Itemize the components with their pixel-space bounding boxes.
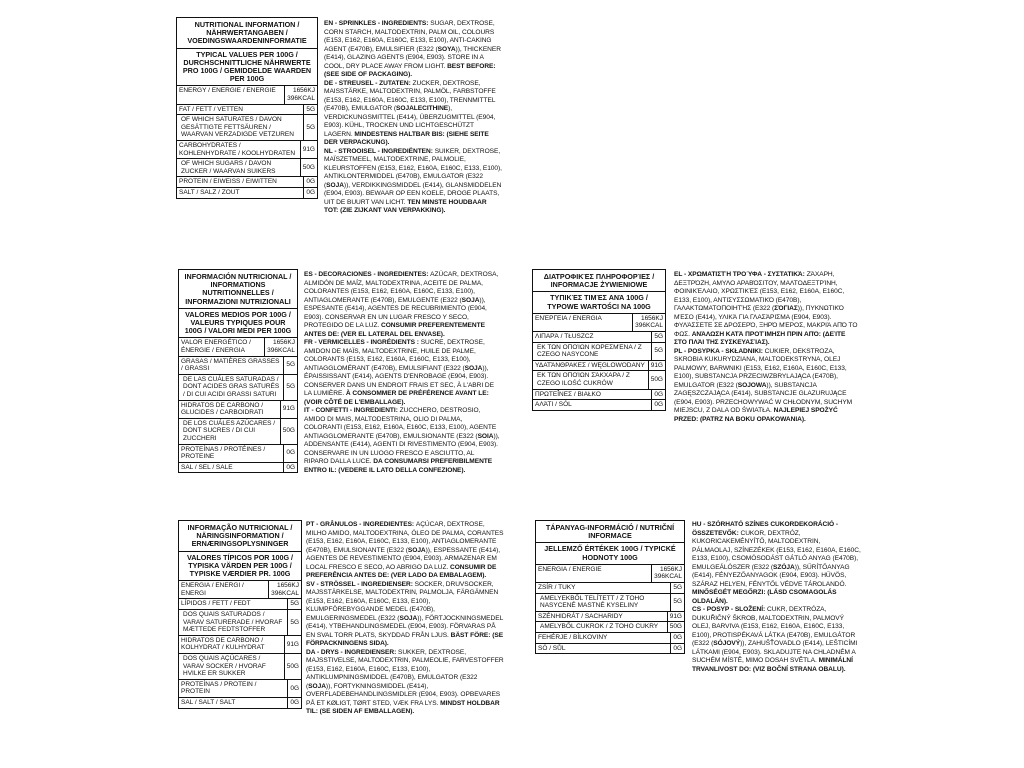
text-segment: CUKOR, DEXTRÓZ, KUKORICAKEMÉNYÍTŐ, MALTODEXTRIN, PÁLMAOLAJ, SZÍNEZÉKEK (E153, E162, E160A, E160C, E133, E100), CSOMÓSODÁST GÁTLÓ ANYAG (E470B), EMULGEÁLÓSZER (E322 ( [692, 529, 861, 571]
table-header: TÁPANYAG-INFORMÁCIÓ / NUTRIČNÍ INFORMACE [536, 521, 684, 543]
ingredient-paragraph [306, 649, 504, 717]
value-primary: 91G [302, 145, 315, 153]
bold-segment: NAJLEPIEJ SPOŻYĆ PRZED: (PATRZ NA BOKU OPAKOWANIA). [674, 407, 838, 423]
text-segment: ΖΆΧΑΡΗ, ΔΕΞΤΡΌΖΗ, ΑΜΥΛΟ ΑΡΑΒΌΣΙΤΟΥ, ΜΑΛΤΟΔΕΞΤΡΊΝΗ, ΦΟΙΝΙΚΈΛΑΙΟ, ΧΡΩΣΤΙΚΈΣ (E153, E162, E160A, E160C, E133, E100), ΑΝΤΙΣΥΣΣΩΜΑΤΙΚΌ (E470B), ΓΑΛΑΚΤΩΜΑΤΟΠΟΙΗΤΉΣ (E322 ( [674, 271, 845, 312]
row-value [284, 86, 317, 103]
row-value [283, 357, 297, 374]
row-label: OF WHICH SATURATES / DAVON GESÄTTIGTE FETTSÄUREN / WAARVAN VERZADIGDE VETZUREN [181, 116, 294, 139]
row-value [670, 594, 684, 611]
ingredient-paragraph [674, 271, 858, 348]
row-value [670, 583, 684, 593]
table-row [536, 583, 684, 594]
nutrition-table [176, 17, 318, 199]
table-row [179, 445, 297, 463]
bold-segment: IT - CONFETTI - INGREDIENTI: [304, 407, 400, 414]
row-label: OF WHICH SUGARS / DAVON ZUCKER / WAARVAN SUIKERS [181, 160, 276, 175]
ingredients-text [324, 20, 502, 216]
text-segment: )), ZAHUŠŤOVADLO (E414), LEŠTICÍMI LÁTKAMI (E904, E903). SKLADUJTE NA CHLADNÉM A SUCHÉM MÍSTĚ, MIMO DOSAH SVĚTLA. [692, 640, 858, 664]
row-value [670, 644, 684, 654]
row-label: ΛΙΠΑΡΆ / TŁUSZCZ [535, 333, 594, 340]
ingredient-paragraph [324, 148, 502, 216]
table-row [179, 401, 297, 419]
text-segment: AZÚCAR, DEXTROSA, ALMIDÓN DE MAÍZ, MALTODEXTRINA, ACEITE DE PALMA, COLORANTES (E153, E162, E160A, E160C, E133, E100), ANTIAGLOMERANTE (E470B), EMULGENTE (E322 ( [304, 271, 499, 304]
row-label: LÍPIDOS / FETT / FEDT [181, 600, 251, 608]
value-primary: 5G [673, 584, 682, 591]
text-segment: )), SUBSTANCJA ZAGĘSZCZAJĄCA (E414), SUBSTANCJE GLAZURUJĄCE (E904, E903). PRZECHOWYWAĆ W CHŁODNYM, SUCHYM MIEJSCU, Z DALA OD ŚWIATŁA. [674, 381, 853, 414]
table-row [179, 375, 297, 401]
bold-segment: SOJALECITHINE [396, 105, 449, 112]
text-segment: ZUCKER, DEXTROSE, MAISSTÄRKE, MALTODEXTRIN, PALMÖL, FARBSTOFFE (E153, E162, E160A, E160C, E133, E100), TRENNMITTEL (E470B), EMULGATOR ( [324, 79, 496, 112]
row-value [303, 115, 317, 140]
row-value [303, 177, 317, 187]
bold-segment: SÓJOVÝ [713, 640, 741, 647]
ingredient-paragraph [674, 348, 858, 425]
value-primary: 5G [654, 347, 663, 355]
bold-segment: FR - VERMICELLES - INGRÉDIENTS : [304, 339, 421, 346]
value-primary: 91G [669, 612, 682, 620]
table-row [177, 86, 317, 104]
table-row [177, 115, 317, 141]
table-row [179, 419, 297, 445]
value-secondary: 396KCAL [654, 573, 682, 581]
row-label: AMELYEKBŐL TELÍTETT / Z TOHO NASYCENÉ MASTNÉ KYSELINY [540, 594, 645, 610]
text-segment: )), ÉPAISSISSANT (E414), AGENTS D'ENROBAGE (E904, E903). CONSERVER DANS UN ENDROIT FRAIS ET SEC, À L'ABRI DE LA LUMIÈRE. [304, 364, 494, 397]
value-primary: 5G [286, 361, 295, 369]
row-label: DOS QUAIS AÇÚCARES / VARAV SOCKER / HVORAF HVILKE ER SUKKER [183, 654, 266, 678]
ingredient-paragraph [306, 521, 504, 581]
bold-segment: NL - STROOISEL - INGREDIËNTEN: [324, 147, 435, 155]
text-segment: )), ESPESSANTE (E414), AGENTES DE REVESTIMENTO (E904, E903). ARMAZENAR EM LOCAL FRESCO E SECO, AO ABRIGO DA LUZ. [306, 546, 501, 571]
bold-segment: SOJA [308, 682, 326, 690]
value-primary: 5G [290, 618, 299, 626]
value-primary: 91G [282, 405, 295, 413]
value-primary: 5G [286, 383, 295, 391]
table-header: INFORMAÇÃO NUTRICIONAL / NÄRINGSINFORMATION / ERNÆRINGSOPLYSNINGER [179, 521, 301, 552]
bold-segment: SOJOWA [737, 381, 767, 389]
row-value [284, 654, 301, 679]
row-value [283, 375, 297, 400]
table-header: NUTRITIONAL INFORMATION / NÄHRWERTANGABEN / VOEDINGSWAARDENINFORMATIE [177, 18, 317, 49]
value-primary: 0G [673, 644, 682, 652]
bold-segment: MINŐSÉGÉT MEGŐRZI: (LÁSD CSOMAGOLÁS OLDALÁN). [692, 589, 837, 605]
ingredients-text [304, 271, 500, 475]
bold-segment: CS - POSYP - SLOŽENÍ: [692, 606, 767, 613]
table-row [536, 612, 684, 623]
table-row [179, 654, 301, 680]
row-value [300, 141, 317, 158]
row-label: HIDRATOS DE CARBONO / GLUCIDES / CARBOIDRATI [181, 401, 264, 417]
table-row [536, 594, 684, 612]
row-label: FAT / FETT / VETTEN [179, 105, 243, 113]
nutrition-table [535, 520, 685, 654]
table-row [179, 581, 301, 599]
row-label: ΥΔΑΤΆΝΘΡΑΚΕΣ / WĘGLOWODANY [535, 361, 645, 369]
table-header: INFORMACIÓN NUTRICIONAL / INFORMATIONS NUTRITIONNELLES / INFORMAZIONI NUTRIZIONALI [179, 270, 297, 309]
bold-segment: PT - GRÂNULOS - INGREDIENTES: [306, 521, 416, 528]
row-value [283, 445, 297, 462]
table-row [179, 610, 301, 636]
row-label: ENERGY / ENERGIE / ENERGIE [179, 87, 276, 95]
value-primary: 1656KJ [640, 314, 663, 322]
bold-segment: ΑΝΆΛΩΣΗ ΚΑΤΆ ΠΡΟΤΊΜΗΣΗ ΠΡΙΝ ΑΠΌ: (ΔΕΊΤΕ ΣΤΟ ΠΛΆΙ ΤΗΣ ΣΥΣΚΕΥΑΣΊΑΣ). [674, 330, 846, 346]
nutrition-table [178, 520, 302, 709]
ingredient-paragraph [692, 606, 862, 674]
text-segment: )), SŰRÍTŐANYAG (E414), FÉNYEZŐANYAGOK (E904, E903). HŰVÖS, SZÁRAZ HELYEN, FÉNYTŐL VÉDVE TÁROLANDÓ. [692, 563, 850, 588]
value-secondary: 396KCAL [287, 95, 315, 103]
row-value [632, 314, 665, 331]
table-subheader: VALORES TÍPICOS POR 100G / TYPISKA VÄRDEN PER 100G / TYPISKE VÆRDIER PR. 100G [179, 552, 301, 582]
text-segment: )), ΠΥΚΝΩΤΙΚΌ ΜΈΣΟ (E414), ΥΛΙΚΆ ΓΙΑ ΓΛΑΣΆΡΙΣΜΑ (E904, E903). ΦΥΛΆΣΣΕΤΕ ΣΕ ΔΡΟΣΕΡΌ, ΞΗΡΌ ΜΈΡΟΣ, ΜΑΚΡΙΆ ΑΠΌ ΤΟ ΦΩΣ. [674, 305, 858, 338]
row-value [287, 698, 301, 708]
row-label: GRASAS / MATIÈRES GRASSES / GRASSI [181, 357, 280, 373]
table-row [177, 177, 317, 188]
bold-segment: PL - POSYPKA - SKŁADNIKI: [674, 347, 765, 355]
table-row [179, 698, 301, 708]
value-primary: 0G [290, 698, 299, 706]
row-value [287, 599, 301, 609]
value-primary: 91G [650, 361, 663, 369]
bold-segment: À CONSOMMER DE PRÉFÉRENCE AVANT LE: (VOIR CÔTÉ DE L'EMBALLAGE). [304, 390, 489, 406]
table-row [177, 141, 317, 159]
text-segment: )), ESPESANTE (E414), AGENTES DE RECUBRIMIENTO (E904, E903). CONSERVAR EN UN LUGAR FRESCO Y SECO, PROTEGIDO DE LA LUZ. [304, 296, 487, 329]
row-label: SAL / SEL / SALE [181, 463, 233, 471]
value-primary: 5G [306, 123, 315, 131]
value-primary: 0G [306, 178, 315, 186]
value-primary: 0G [286, 463, 295, 471]
ingredient-paragraph [304, 339, 500, 407]
value-primary: 50G [302, 163, 315, 171]
row-label: PROTEIN / EIWEISS / EIWITTEN [179, 178, 277, 186]
row-value [287, 610, 301, 635]
value-primary: 91G [286, 640, 299, 648]
row-value [287, 680, 301, 697]
table-row [179, 599, 301, 610]
row-value [284, 636, 301, 653]
ingredient-paragraph [304, 271, 500, 339]
table-row [536, 644, 684, 654]
table-subheader: VALORES MEDIOS POR 100G / VALEURS TYPIQUES POUR 100G / VALORI MEDI PER 100G [179, 309, 297, 339]
bold-segment: ES - DECORACIONES - INGREDIENTES: [304, 271, 431, 278]
nutrition-table [532, 269, 666, 411]
row-label: ENERGIA / ENERGIE [538, 565, 602, 573]
table-row [179, 636, 301, 654]
row-label: ENERGIA / ENERGI / ENERGI [181, 582, 244, 597]
text-segment: )), FORTYKNINGSMIDDEL (E414), OVERFLADEBEHANDLINGSMIDLER (E904, E903). OPBEVARES PÅ ET KØLIGT, TØRT STED, VÆK FRA LYS. [306, 682, 501, 707]
row-value [280, 401, 297, 418]
text-segment: SOCKER, DRUVSOCKER, MAJSSTÄRKELSE, MALTODEXTRIN, PALMOLJA, FÄRGÄMNEN (E153, E162, E160A, E160C, E133, E100), KLUMPFÖREBYGGANDE MEDEL (E470B), EMULGERINGSMEDEL (E322 ( [306, 580, 499, 622]
bold-segment: SOJA [464, 364, 483, 372]
bold-segment: SOYA [437, 45, 456, 53]
table-row [536, 565, 684, 583]
row-value [303, 105, 317, 115]
value-primary: 5G [306, 105, 315, 113]
row-value [670, 633, 684, 643]
row-value [651, 400, 665, 410]
value-primary: 0G [286, 449, 295, 457]
bold-segment: HU - SZÓRHATÓ SZÍNES CUKORDEKORÁCIÓ - ÖSSZETEVŐK: [692, 521, 839, 537]
text-segment: CUKIER, DEKSTROZA, SKROBIA KUKURYDZIANA, MALTODEKSTRYNA, OLEJ PALMOWY, BARWNIKI (E153, E162, E160A, E160C, E133, E100), SUBSTANCJA PRZECIWZBRYLAJĄCA (E470B), EMULGATOR (E322 ( [674, 347, 847, 389]
value-primary: 0G [306, 188, 315, 196]
text-segment: SUIKER, DEXTROSE, MAÏSZETMEEL, MALTODEXTRINE, PALMOLIE, KLEURSTOFFEN (E153, E162, E160A, E160C, E133, E100), ANTIKLONTERMIDDEL (E470B), EMULGATOR (E322 ( [324, 147, 502, 189]
table-subheader: JELLEMZŐ ÉRTÉKEK 100G / TYPICKÉ HODNOTY 100G [536, 543, 684, 564]
table-row [179, 338, 297, 356]
table-row [533, 371, 665, 389]
text-segment: )), ADDENSANTE (E414), AGENTI DI RIVESTIMENTO (E904, E903). CONSERVARE IN UN LUOGO FRESCO E ASCIUTTO, AL RIPARO DALLA LUCE. [304, 432, 500, 465]
row-value [264, 338, 297, 355]
bold-segment: BEST BEFORE: (SEE SIDE OF PACKAGING). [324, 62, 496, 78]
bold-segment: SOJA [399, 614, 418, 622]
table-row [177, 159, 317, 177]
value-secondary: 396KCAL [635, 322, 663, 330]
row-value [667, 622, 684, 632]
row-value [283, 463, 297, 473]
row-label: DE LOS CUÁLES AZÚCARES / DONT SUCRES / DI CUI ZUCCHERI [183, 419, 276, 442]
text-segment: )), THICKENER (E414), GLAZING AGENTS (E904, E903). STORE IN A COOL, DRY PLACE AWAY FROM LIGHT. [324, 45, 501, 70]
text-segment: SUCRE, DEXTROSE, AMIDON DE MAÏS, MALTODEXTRINE, HUILE DE PALME, COLORANTS (E153, E162, E160A, E160C, E133, E100), ANTIAGGLOMÉRANT (E470B), EMULSIFIANT (E322 ( [304, 339, 485, 372]
bold-segment: EN - SPRINKLES - INGREDIENTS: [324, 20, 431, 27]
text-segment: AÇÚCAR, DEXTROSE, MILHO AMIDO, MALTODEXTRINA, ÓLEO DE PALMA, CORANTES (E153, E162, E160A, E160C, E133, E100), ANTIAGLOMERANTE (E470B), EMULSIONANTE (E322 ( [306, 521, 504, 554]
bold-segment: TEN MINSTE HOUDBAAR TOT: (ZIE ZIJKANT VAN VERPAKKING). [324, 198, 487, 214]
row-label: SALT / SALZ / ZOUT [179, 188, 240, 196]
row-value [268, 581, 301, 598]
bold-segment: SOJA [326, 181, 344, 189]
text-segment: ZUCCHERO, DESTROSIO, AMIDO DI MAIS, MALTODESTRINA, OLIO DI PALMA, COLORANTI (E153, E162, E160A, E160C, E133, E100), AGENTE ANTIAGGLOMERANTE (E470B), EMULSIONANTE (E322 ( [304, 407, 497, 440]
row-label: HIDRATOS DE CARBONO / KOLHYDRAT / KULHYDRAT [181, 636, 265, 652]
row-label: SZÉNHIDRÁT / SACHARIDY [538, 612, 623, 620]
bold-segment: SZÓJA [773, 563, 795, 571]
row-label: SÓ / SŮL [538, 644, 566, 652]
bold-segment: SV - STRÖSSEL - INGREDIENSER: [306, 580, 415, 588]
row-label: ZSÍR / TUKY [538, 584, 576, 591]
bold-segment: EL - ΧΡΩΜΑΤΙΣΤΉ ΤΡΟΎΦΑ - ΣΥΣΤΑΤΙΚΆ: [674, 271, 807, 278]
row-label: ΕΝΈΡΓΕΙΑ / ENERGIA [535, 314, 602, 322]
row-value [651, 565, 684, 582]
value-primary: 5G [673, 598, 682, 606]
ingredients-text [306, 521, 504, 717]
bold-segment: DA - DRYS - INGREDIENSER: [306, 648, 398, 656]
bold-segment: DE - STREUSEL - ZUTATEN: [324, 79, 413, 87]
table-row [533, 314, 665, 332]
value-primary: 0G [290, 684, 299, 692]
row-label: ΕΚ ΤΩΝ ΟΠΟΊΩΝ ΣΆΚΧΑΡΑ / Z CZEGO ILOŚĆ CUKRÓW [537, 372, 630, 387]
row-value [651, 332, 665, 342]
value-primary: 1656KJ [292, 87, 315, 95]
row-value [667, 612, 684, 622]
row-label: SAL / SALT / SALT [181, 698, 236, 706]
bold-segment: BÄST FÖRE: (SE FÖRPACKNINGENS SIDA). [306, 631, 504, 647]
value-primary: 5G [654, 333, 663, 340]
bold-segment: MINDST HOLDBAR TIL: (SE SIDEN AF EMBALLAGEN). [306, 699, 500, 715]
bold-segment: SOJA [407, 546, 426, 554]
text-segment: ), VERDICKUNGSMITTEL (E414), ÜBERZUGMITTEL (E904, E903). KÜHL, TROCKEN UND LICHTGESCHÜTZT LAGERN. [324, 105, 496, 138]
value-primary: 1656KJ [276, 582, 299, 590]
bold-segment: CONSUMIR DE PREFERÊNCIA ANTES DE: (VER LADO DA EMBALAGEM). [306, 563, 497, 579]
text-segment: SUGAR, DEXTROSE, CORN STARCH, MALTODEXTRIN, PALM OIL, COLOURS (E153, E162, E160A, E160C, E133, E100), ANTI-CAKING AGENT (E470B), EMULSIFIER (E322 ( [324, 20, 495, 53]
table-row [177, 188, 317, 198]
nutrition-table [178, 269, 298, 473]
value-primary: 50G [282, 427, 295, 435]
table-row [533, 343, 665, 361]
row-label: FEHÉRJE / BÍLKOVINY [538, 633, 608, 641]
row-value [280, 419, 297, 444]
table-row [533, 361, 665, 372]
table-subheader: TYPICAL VALUES PER 100G / DURCHSCHNITTLICHE NÄHRWERTE PRO 100G / GEMIDDELDE WAARDEN PER 100G [177, 49, 317, 87]
row-label: VALOR ENERGÉTICO / ÉNERGIE / ENERGIA [181, 339, 251, 355]
bold-segment: MINIMÁLNÍ TRVANLIVOST DO: (VIZ BOČNÍ STRANA OBALU). [692, 657, 853, 673]
value-secondary: 396KCAL [271, 589, 299, 597]
value-primary: 1656KJ [659, 565, 682, 573]
table-row [179, 680, 301, 698]
bold-segment: ΣΌΓΙΑΣ [774, 305, 798, 312]
value-primary: 50G [669, 623, 682, 631]
row-label: ΕΚ ΤΩΝ ΟΠΟΊΩΝ ΚΟΡΕΣΜΈΝΑ / Z CZEGO NASYCONE [537, 343, 642, 359]
ingredients-text [692, 521, 862, 674]
text-segment: )), VERDIKKINGSMIDDEL (E414), GLANSMIDDELEN (E904, E903). BEWAAR OP EEN KOELE, DROGE PLAATS, UIT DE BUURT VAN LICHT. [324, 181, 502, 206]
ingredient-paragraph [324, 80, 502, 148]
table-row [533, 332, 665, 343]
ingredient-paragraph [692, 521, 862, 606]
table-subheader: ΤΥΠΙΚΈΣ ΤΙΜΈΣ ΑΝΆ 100G / TYPOWE WARTOŚCI NA 100G [533, 292, 665, 313]
ingredient-paragraph [304, 407, 500, 475]
row-value [651, 390, 665, 400]
ingredients-text [674, 271, 858, 424]
table-row [536, 633, 684, 644]
bold-segment: SOIA [477, 432, 494, 440]
row-value [648, 371, 665, 388]
row-label: DE LAS CUÁLES SATURADAS / DONT ACIDES GRAS SATURÉS / DI CUI ACIDI GRASSI SATURI [183, 375, 280, 398]
table-header: ΔΙΑΤΡΟΦΙΚΈΣ ΠΛΗΡΟΦΟΡΊΕΣ / INFORMACJE ŻYWIENIOWE [533, 270, 665, 292]
value-primary: 5G [290, 600, 299, 608]
row-label: AMELYBŐL CUKROK / Z TOHO CUKRY [540, 623, 659, 631]
text-segment: CUKR, DEXTRÓZA, DUKUŘIČNÝ ŠKROB, MALTODEXTRIN, PALMOVÝ OLEJ, BARVIVA (E153, E162, E160A, E160C, E133, E100), PROTISPÉKAVÁ LÁTKA (E470B), EMULGÁTOR (E322 ( [692, 606, 856, 647]
table-row [177, 105, 317, 116]
table-row [536, 622, 684, 633]
value-secondary: 396KCAL [267, 347, 295, 355]
bold-segment: MINDESTENS HALTBAR BIS: (SIEHE SEITE DER VERPACKUNG). [324, 130, 489, 146]
row-value [300, 159, 317, 176]
table-row [533, 400, 665, 410]
row-label: CARBOHYDRATES / KOHLENHYDRATE / KOOLHYDRATEN [179, 141, 296, 157]
table-row [179, 463, 297, 473]
row-value [303, 188, 317, 198]
text-segment: SUKKER, DEXTROSE, MAJSSTIVELSE, MALTODEXTRIN, PALMEOLIE, FARVESTOFFER (E153, E162, E160A, E160C, E133, E100), ANTIKLUMPNINGSMIDDEL (E470B), EMULGATOR (E322 ( [306, 648, 504, 690]
table-row [533, 390, 665, 401]
bold-segment: CONSUMIR PREFERENTEMENTE ANTES DE: (VER EL LATERAL DEL ENVASE). [304, 322, 485, 338]
row-label: ΑΛΆΤΙ / SÓL [535, 401, 572, 409]
value-primary: 0G [654, 390, 663, 398]
row-value [648, 361, 665, 371]
text-segment: )), FÖRTJOCKNINGSMEDEL (E414), YTBEHANDLINGSMEDEL (E904, E903). FÖRVARAS PÅ EN SVAL TORR PLATS, SKYDDAD FRÅN LJUS. [306, 614, 503, 639]
value-primary: 50G [650, 376, 663, 384]
value-primary: 1656KJ [272, 339, 295, 347]
row-label: PROTEÍNAS / PROTEIN / PROTEIN [181, 680, 257, 696]
row-label: ΠΡΩΤΕΪ́ΝΕΣ / BIAŁKO [535, 390, 601, 398]
bold-segment: DA CONSUMARSI PREFERIBILMENTE ENTRO IL: (VEDERE IL LATO DELLA CONFEZIONE). [304, 458, 493, 474]
ingredient-paragraph [324, 20, 502, 80]
ingredient-paragraph [306, 581, 504, 649]
table-row [179, 357, 297, 375]
row-label: DOS QUAIS SATURADOS / VARAV SATURERADE / HVORAF MÆTTEDE FEDTSTOFFER [183, 611, 283, 634]
value-primary: 0G [673, 633, 682, 641]
value-primary: 0G [654, 401, 663, 409]
bold-segment: SOJA [461, 296, 480, 304]
row-label: PROTEÍNAS / PROTÉINES / PROTEINE [181, 445, 266, 461]
value-primary: 50G [286, 662, 299, 670]
row-value [651, 343, 665, 360]
